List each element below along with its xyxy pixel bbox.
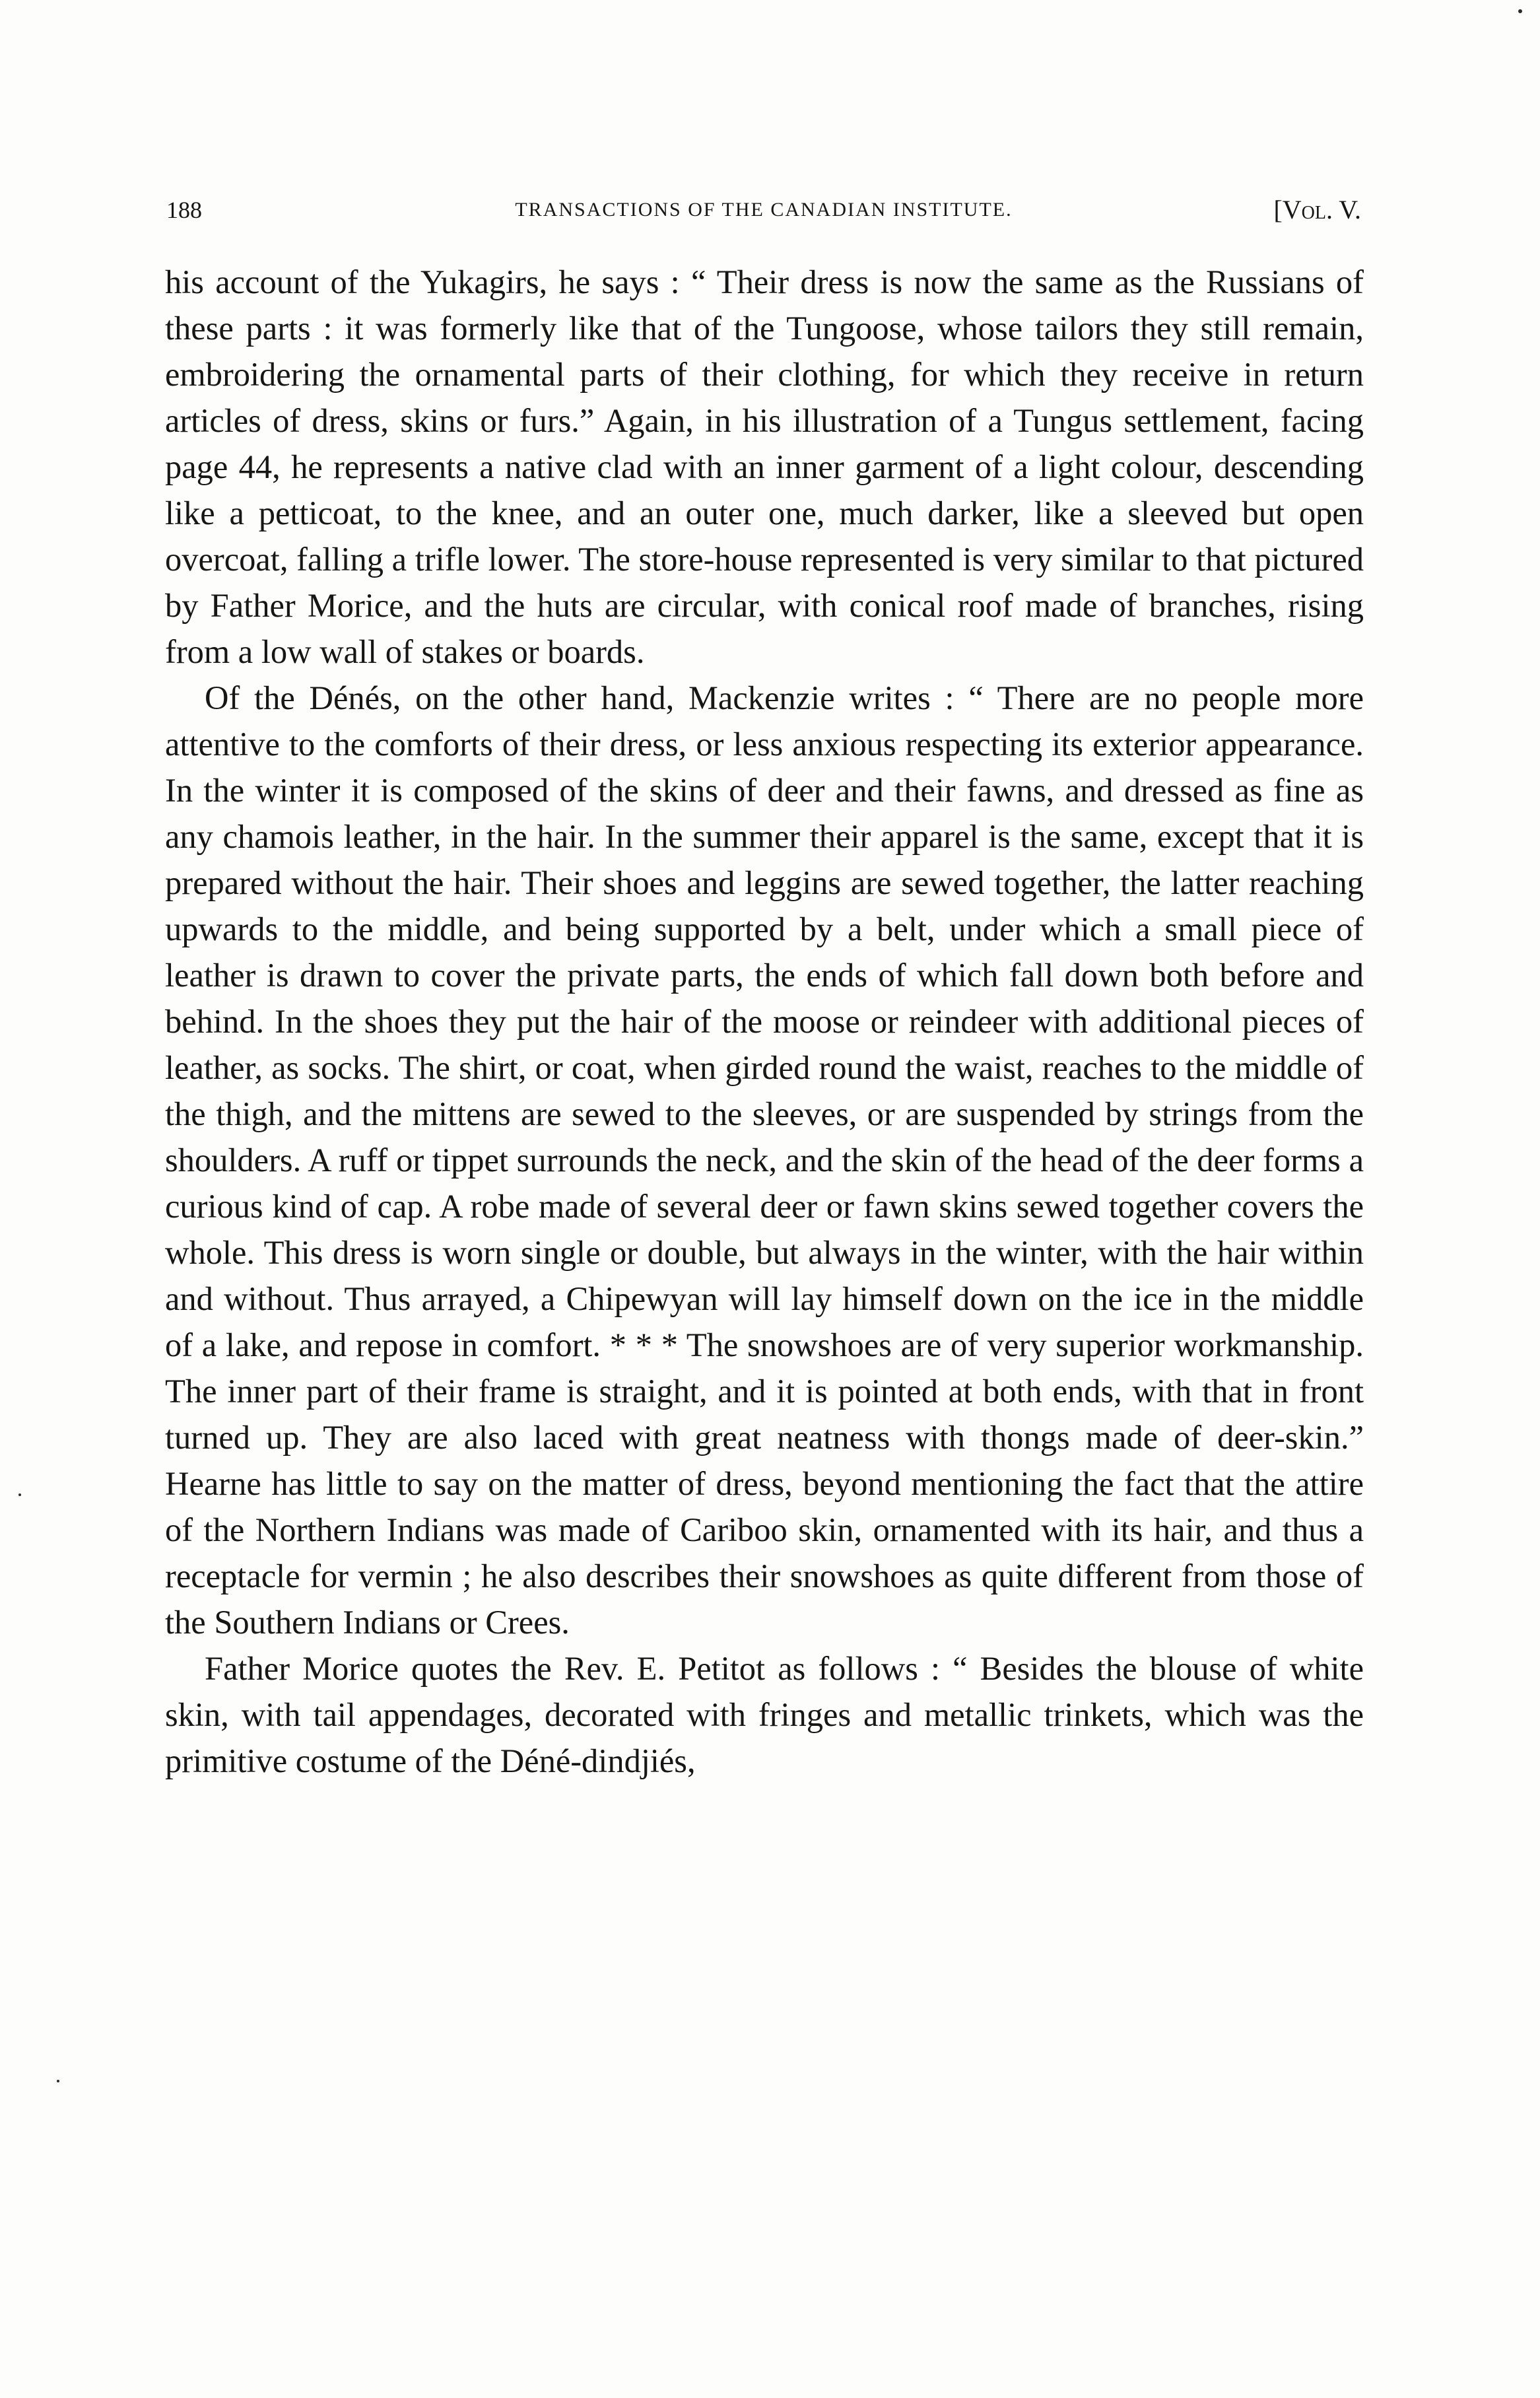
scan-speck: [57, 2080, 59, 2082]
running-header: [166, 190, 1361, 230]
paragraph-denes-dress: Of the Dénés, on the other hand, Mackenzie writes : “ There are no people more attentive to the comforts of their dress, or less anxious respecting its exterior appearance. In the winter it is composed of the skins of deer and their fawns, and dressed as fine as any chamois leather, in the hair. In the summer their apparel is the same, except that it is prepared without the hair. Their shoes and leggins are sewed together, the latter reaching upwards to the middle, and being supported by a belt, under which a small piece of leather is drawn to cover the private parts, the ends of which fall down both before and behind. In the shoes they put the hair of the moose or reindeer with additional pieces of leather, as socks. The shirt, or coat, when girded round the waist, reaches to the middle of the thigh, and the mittens are sewed to the sleeves, or are suspended by strings from the shoulders. A ruff or tippet surrounds the neck, and the skin of the head of the deer forms a curious kind of cap. A robe made of several deer or fawn skins sewed together covers the whole. This dress is worn single or double, but always in the winter, with the hair within and without. Thus arrayed, a Chipewyan will lay himself down on the ice in the middle of a lake, and repose in comfort. * * * The snowshoes are of very superior workmanship. The inner part of their frame is straight, and it is pointed at both ends, with that in front turned up. They are also laced with great neatness with thongs made of deer-skin.” Hearne has little to say on the matter of dress, beyond mentioning the fact that the attire of the Northern Indians was made of Cariboo skin, ornamented with its hair, and thus a receptacle for vermin ; he also describes their snowshoes as quite different from those of the Southern Indians or Crees.: [165, 679, 1364, 1641]
running-title: TRANSACTIONS OF THE CANADIAN INSTITUTE.: [515, 199, 1013, 221]
body-text: [165, 259, 1364, 1784]
scan-speck: [1518, 9, 1522, 13]
paragraph-yukagirs-dress: his account of the Yukagirs, he says : “ Their dress is now the same as the Russians of these parts : it was formerly like that of the Tungoose, whose tailors they still remain, embroidering the ornamental parts of their clothing, for which they receive in return articles of dress, skins or furs.” Again, in his illustration of a Tungus settlement, facing page 44, he represents a native clad with an inner garment of a light colour, descending like a petticoat, to the knee, and an outer one, much darker, like a sleeved but open overcoat, falling a trifle lower. The store-house represented is very similar to that pictured by Father Morice, and the huts are circular, with conical roof made of branches, rising from a low wall of stakes or boards.: [165, 263, 1364, 670]
scan-speck: [18, 1493, 21, 1496]
paragraph-petitot-quote: Father Morice quotes the Rev. E. Petitot as follows : “ Besides the blouse of white skin, with tail appendages, decorated with fringes and metallic trinkets, which was the primitive costume of the Déné-dindjiés,: [165, 1650, 1364, 1779]
page-number: 188: [166, 197, 202, 223]
volume-label: [Vol. V.: [1273, 195, 1361, 224]
